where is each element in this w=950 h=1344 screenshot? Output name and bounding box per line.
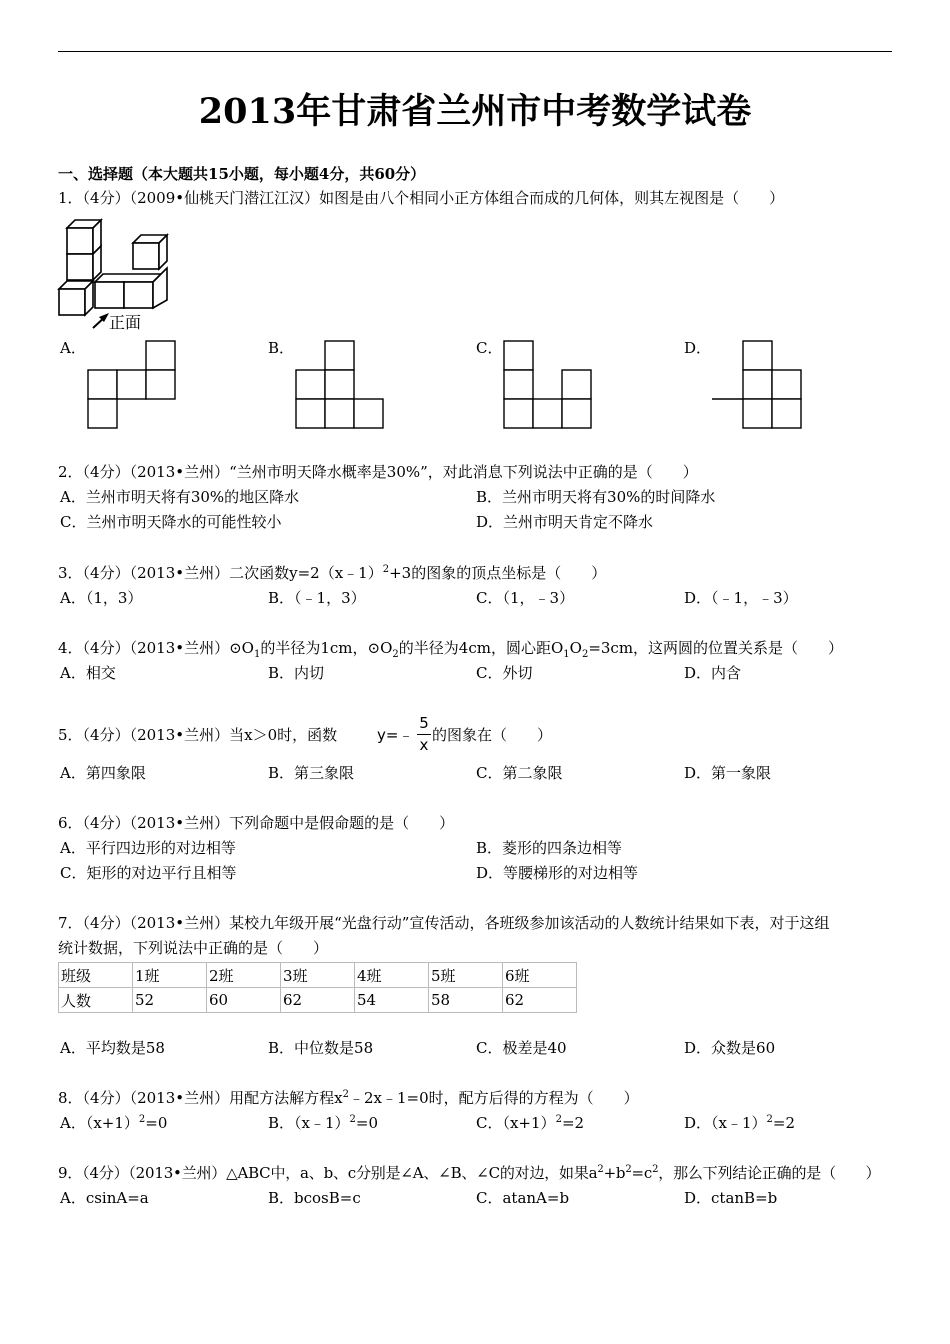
page-title: 2013年甘肃省兰州市中考数学试卷: [198, 91, 752, 132]
q6-option-a: A．平行四边形的对边相等: [60, 839, 236, 857]
q7-option-c: C．极差是40: [476, 1039, 567, 1057]
q2-option-c: C．兰州市明天降水的可能性较小: [60, 513, 282, 531]
q4-option-a: A．相交: [60, 664, 116, 682]
section-heading: 一、选择题（本大题共15小题，每小题4分，共60分）: [58, 165, 426, 183]
table-cell: 54: [355, 988, 429, 1013]
q8-option-b: B．（x﹣1）$^2$=0: [268, 1114, 379, 1132]
q1-stem: 1．（4分）（2009•仙桃天门潜江江汉）如图是由八个相同小正方体组合而成的几何体，则其左视图是（ ）: [58, 189, 785, 207]
table-cell: 2班: [207, 963, 281, 988]
q7-data-table: [58, 962, 577, 1013]
q8-stem: 8．（4分）（2013•兰州）用配方法解方程$x^2﹣2x﹣1=0$时，配方后得的方程为（ ）: [58, 1089, 639, 1107]
q5-option-c: C．第二象限: [476, 764, 563, 782]
table-header-row: [59, 963, 577, 988]
q9-option-a: A．csinA=a: [60, 1189, 149, 1207]
q5-option-a: A．第四象限: [60, 764, 146, 782]
q7-option-d: D．众数是60: [684, 1039, 776, 1057]
q3-stem: 3．（4分）（2013•兰州）二次函数y=2（x﹣1）$^2$+3的图象的顶点坐标是（ ）: [58, 564, 607, 582]
q2-option-b: B．兰州市明天将有30%的时间降水: [476, 488, 716, 506]
q5-formula-lhs: y=﹣: [377, 726, 414, 744]
q3-option-d: D．（﹣1，﹣3）: [684, 589, 798, 607]
q5-fraction-denominator: x: [419, 736, 429, 754]
table-cell: 62: [503, 988, 577, 1013]
q4-stem: 4．（4分）（2013•兰州）$⊙O_1$的半径为1cm，$⊙O_2$的半径为4cm，圆心距$O_1O_2=3cm$，这两圆的位置关系是（ ）: [58, 639, 844, 660]
q7-option-a: A．平均数是58: [60, 1039, 165, 1057]
table-cell: 1班: [133, 963, 207, 988]
table-cell: 人数: [59, 988, 133, 1013]
q2-option-d: D．兰州市明天肯定不降水: [476, 513, 654, 531]
top-rule: [58, 51, 892, 52]
q1-option-d-label: D．: [684, 339, 712, 357]
q6-option-b: B．菱形的四条边相等: [476, 839, 623, 857]
q1-option-b-label: B．: [268, 339, 295, 357]
q5-option-b: B．第三象限: [268, 764, 355, 782]
table-cell: 52: [133, 988, 207, 1013]
q9-stem: 9．（4分）（2013•兰州）△ABC中，a、b、c分别是∠A、∠B、∠C的对边，如果$a^2+b^2=c^2$，那么下列结论正确的是（ ）: [58, 1164, 881, 1182]
q1-option-c-view: [502, 340, 594, 432]
q2-stem: 2．（4分）（2013•兰州）“兰州市明天降水概率是30%”，对此消息下列说法中正确的是（ ）: [58, 463, 698, 481]
q5-fraction-numerator: 5: [419, 714, 429, 732]
q9-option-b: B．bcosB=c: [268, 1189, 361, 1207]
table-cell: 5班: [429, 963, 503, 988]
q7-stem-line1: 7．（4分）（2013•兰州）某校九年级开展“光盘行动”宣传活动，各班级参加该活动的人数统计结果如下表，对于这组: [58, 914, 830, 932]
q2-option-a: A．兰州市明天将有30%的地区降水: [60, 488, 300, 506]
q4-option-d: D．内含: [684, 664, 742, 682]
q5-fraction-bar: [417, 734, 431, 735]
q1-option-a-view: [86, 340, 178, 432]
q7-option-b: B．中位数是58: [268, 1039, 374, 1057]
q4-option-b: B．内切: [268, 664, 325, 682]
q3-option-a: A．（1，3）: [60, 589, 143, 607]
table-cell: 3班: [281, 963, 355, 988]
q1-option-c-label: C．: [476, 339, 503, 357]
q3-option-b: B．（﹣1，3）: [268, 589, 366, 607]
q3-option-c: C．（1，﹣3）: [476, 589, 575, 607]
q5-option-d: D．第一象限: [684, 764, 772, 782]
table-cell: 58: [429, 988, 503, 1013]
q1-solid-figure: [55, 220, 180, 335]
q8-option-c: C．$(x+1)^2=2$: [476, 1114, 585, 1132]
table-cell: 班级: [59, 963, 133, 988]
table-cell: 4班: [355, 963, 429, 988]
q5-stem-a: 5．（4分）（2013•兰州）当x＞0时，函数: [58, 726, 338, 744]
q1-option-a-label: A．: [60, 339, 86, 357]
q8-option-a: A．$(x+1)^2=0$: [60, 1114, 168, 1132]
q7-stem-line2: 统计数据，下列说法中正确的是（ ）: [58, 939, 329, 957]
q6-option-c: C．矩形的对边平行且相等: [60, 864, 237, 882]
table-cell: 60: [207, 988, 281, 1013]
front-label: 正面: [109, 313, 142, 332]
table-cell: 62: [281, 988, 355, 1013]
q5-stem-b: 的图象在（ ）: [432, 726, 553, 744]
q6-option-d: D．等腰梯形的对边相等: [476, 864, 639, 882]
q9-option-d: D．ctanB=b: [684, 1189, 778, 1207]
q1-option-d-view: [710, 340, 805, 432]
table-row: [59, 988, 577, 1013]
q8-option-d: D．（x﹣1）$^2$=2: [684, 1114, 796, 1132]
q9-option-c: C．atanA=b: [476, 1189, 570, 1207]
q6-stem: 6．（4分）（2013•兰州）下列命题中是假命题的是（ ）: [58, 814, 455, 832]
table-cell: 6班: [503, 963, 577, 988]
q4-option-c: C．外切: [476, 664, 533, 682]
q1-option-b-view: [294, 340, 386, 432]
